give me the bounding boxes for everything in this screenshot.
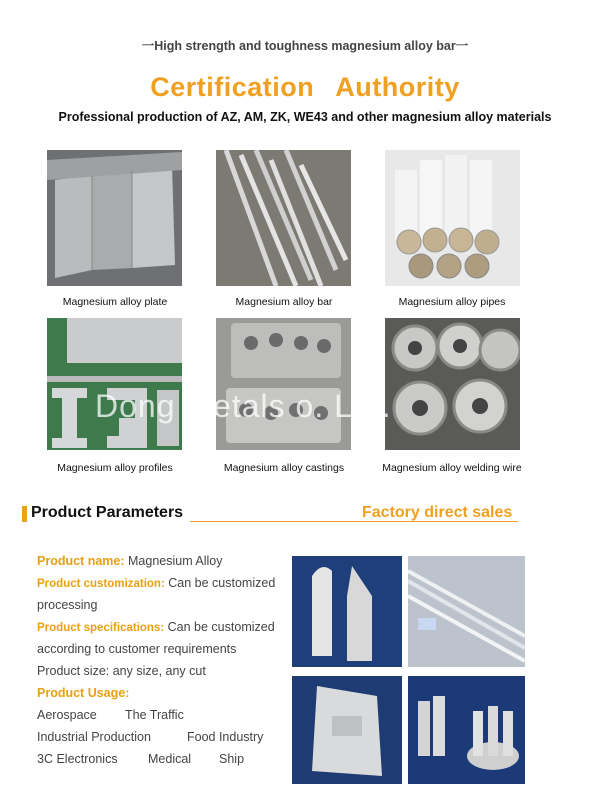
photo-magnesium-welding-wire [385, 318, 520, 450]
spec-product-name [37, 550, 223, 572]
usage-3c: 3C Electronics [37, 752, 118, 766]
caption-magnesium-pipes: Magnesium alloy pipes [398, 296, 506, 308]
photo-magnesium-profiles [47, 318, 182, 450]
spec-usage-label: Product Usage: [37, 686, 130, 700]
spec-value: Can be customized [167, 620, 275, 634]
photo-product-tubes [408, 676, 525, 784]
spec-label: Product name: [37, 554, 125, 568]
usage-food: Food Industry [187, 730, 264, 744]
spec-customization [37, 572, 275, 595]
caption-magnesium-plate: Magnesium alloy plate [62, 296, 168, 308]
photo-product-cone [292, 556, 402, 667]
spec-size: Product size: any size, any cut [37, 664, 206, 678]
page-subtitle: 一High strength and toughness magnesium alloy bar一 [141, 39, 469, 53]
spec-value: Can be customized [168, 576, 276, 590]
usage-medical: Medical [148, 752, 192, 766]
spec-specifications-cont: according to customer requirements [37, 642, 237, 656]
photo-magnesium-castings [216, 318, 351, 450]
caption-magnesium-castings: Magnesium alloy castings [223, 462, 345, 474]
section-accent-bar [22, 506, 27, 522]
caption-magnesium-profiles: Magnesium alloy profiles [57, 462, 173, 474]
photo-magnesium-plate [47, 150, 182, 286]
spec-label: Product specifications: [37, 622, 165, 634]
photo-magnesium-pipes [385, 150, 520, 286]
caption-magnesium-welding-wire: Magnesium alloy welding wire [382, 462, 522, 474]
watermark: Dong Metals o. Ltd. [95, 388, 392, 424]
caption-magnesium-bar: Magnesium alloy bar [235, 296, 333, 308]
section-title: Product Parameters [31, 504, 184, 521]
spec-specifications [37, 616, 275, 639]
photo-magnesium-bar [216, 150, 351, 286]
page-tagline: Professional production of AZ, AM, ZK, WE43 and other magnesium alloy materials [58, 110, 552, 124]
usage-traffic: The Traffic [125, 708, 184, 722]
spec-label: Product customization: [37, 578, 165, 590]
usage-industrial: Industrial Production [37, 730, 151, 744]
spec-customization-cont: processing [37, 598, 98, 612]
photo-product-plate-part [292, 676, 402, 784]
spec-value: Magnesium Alloy [128, 554, 223, 568]
usage-ship: Ship [219, 752, 245, 766]
factory-direct-sales: Factory direct sales [362, 504, 513, 521]
photo-product-rods [408, 556, 525, 667]
page-title: Certification Authority [150, 72, 460, 102]
usage-aerospace: Aerospace [37, 708, 97, 722]
